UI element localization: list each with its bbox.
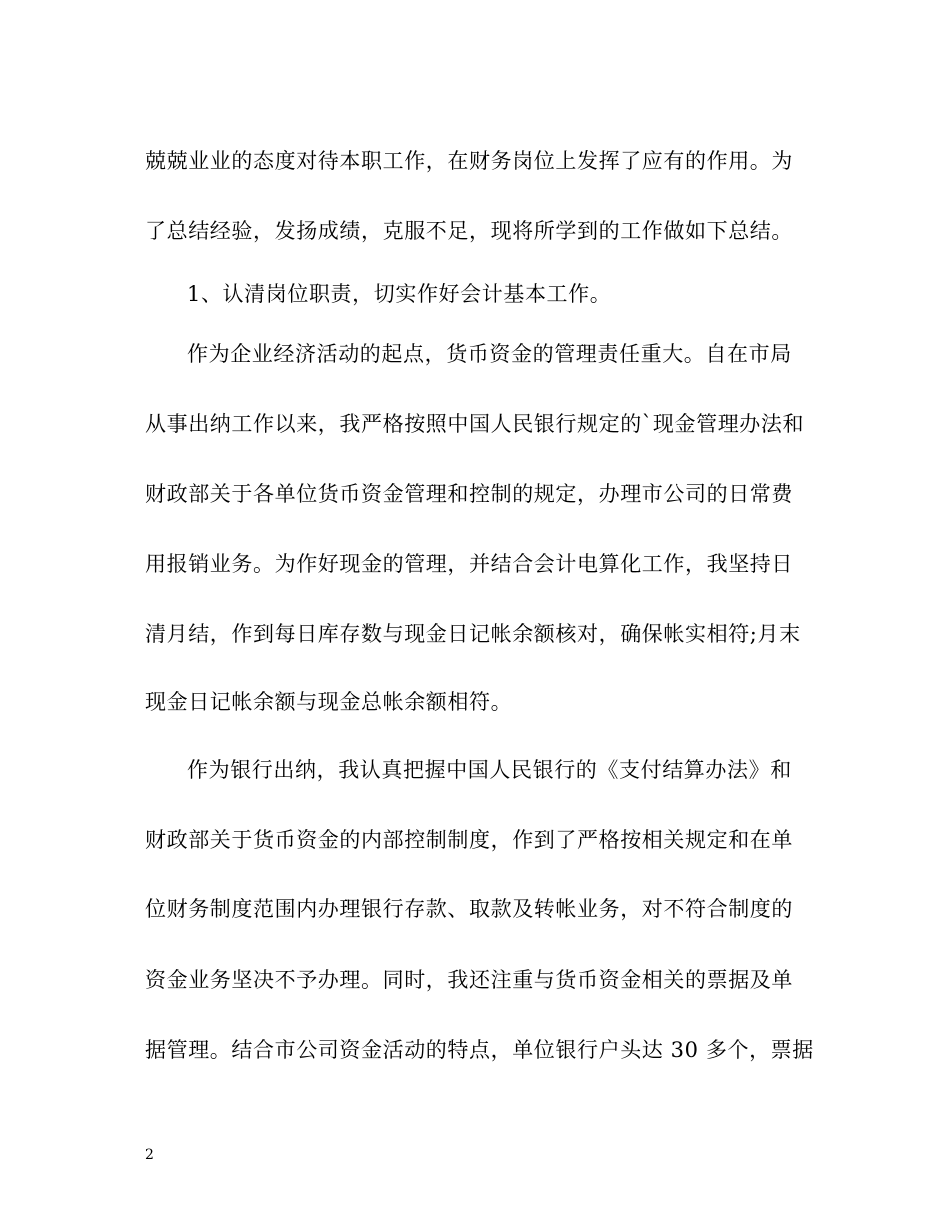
paragraph-line-7: 清月结，作到每日库存数与现金日记帐余额核对，确保帐实相符;月末 (145, 622, 801, 646)
paragraph-line-9: 作为银行出纳，我认真把握中国人民银行的《支付结算办法》和 (187, 758, 792, 782)
paragraph-line-11: 位财务制度范围内办理银行存款、取款及转帐业务，对不符合制度的 (145, 897, 793, 921)
paragraph-line-5: 财政部关于各单位货币资金管理和控制的规定，办理市公司的日常费 (145, 482, 793, 506)
paragraph-line-4: 从事出纳工作以来，我严格按照中国人民银行规定的`现金管理办法和 (145, 412, 805, 436)
paragraph-line-10: 财政部关于货币资金的内部控制制度，作到了严格按相关规定和在单 (145, 828, 793, 852)
paragraph-line-12: 资金业务坚决不予办理。同时，我还注重与货币资金相关的票据及单 (145, 968, 793, 992)
section-heading-1: 1、认清岗位职责，切实作好会计基本工作。 (187, 282, 612, 306)
paragraph-line-13: 据管理。结合市公司资金活动的特点，单位银行户头达 30 多个，票据 (145, 1038, 814, 1062)
paragraph-line-8: 现金日记帐余额与现金总帐余额相符。 (145, 690, 513, 714)
page-number: 2 (145, 1147, 154, 1163)
paragraph-line-3: 作为企业经济活动的起点，货币资金的管理责任重大。自在市局 (187, 342, 792, 366)
paragraph-line-6: 用报销业务。为作好现金的管理，并结合会计电算化工作，我坚持日 (145, 552, 793, 576)
paragraph-line-2: 了总结经验，发扬成绩，克服不足，现将所学到的工作做如下总结。 (145, 219, 793, 243)
paragraph-line-1: 兢兢业业的态度对待本职工作，在财务岗位上发挥了应有的作用。为 (145, 149, 793, 173)
